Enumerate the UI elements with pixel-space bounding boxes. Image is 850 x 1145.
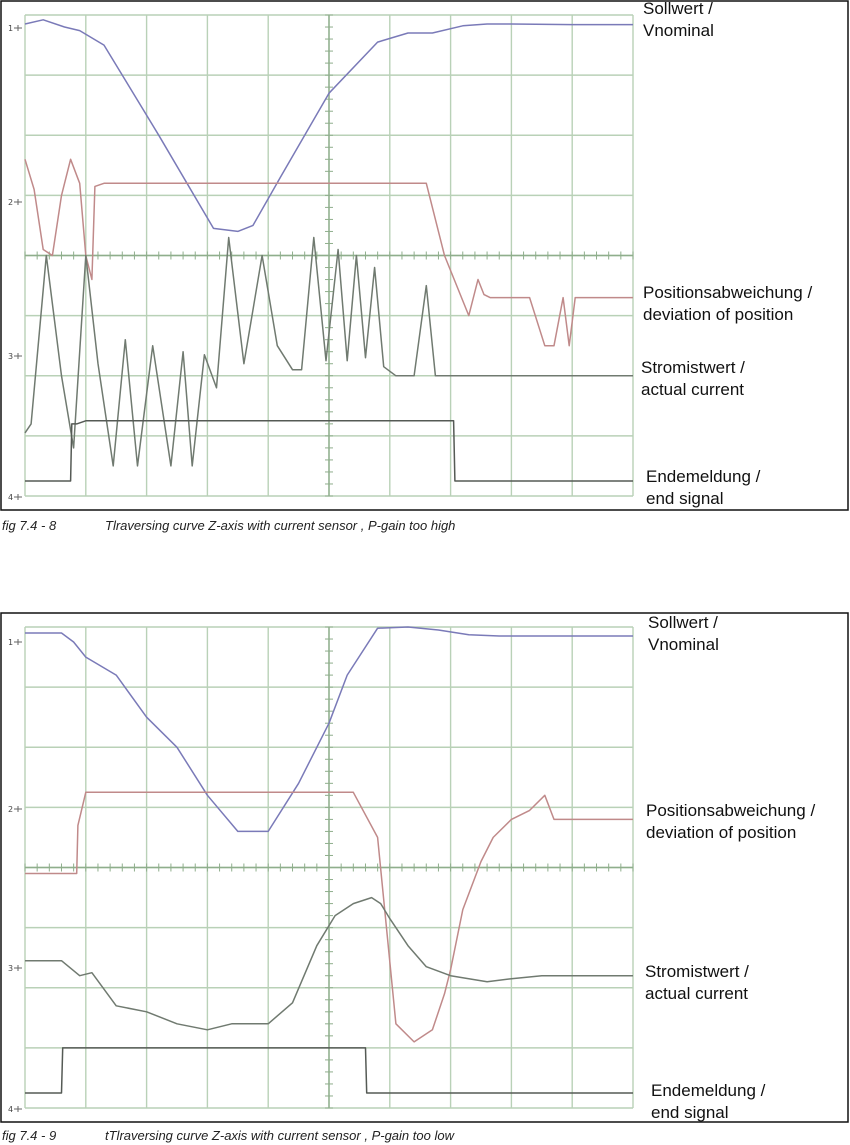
channel-marker-number: 2 — [8, 198, 14, 207]
figure-7-4-9 — [0, 612, 850, 1143]
label-deviation-line1: Positionsabweichung / — [643, 283, 813, 302]
channel-marker-number: 4 — [8, 1105, 14, 1114]
label-setpoint-line2: Vnominal — [648, 635, 719, 654]
channel-marker-number: 1 — [8, 638, 14, 647]
label-setpoint-line2: Vnominal — [643, 21, 714, 40]
channel-marker-number: 3 — [8, 352, 14, 361]
label-deviation-line2: deviation of position — [646, 823, 797, 842]
label-deviation-line2: deviation of position — [643, 305, 794, 324]
channel-marker-number: 3 — [8, 964, 14, 973]
label-deviation-line1: Positionsabweichung / — [646, 801, 816, 820]
label-setpoint-line1: Sollwert / — [648, 613, 718, 632]
label-end-signal-line1: Endemeldung / — [651, 1081, 766, 1100]
caption-number: fig 7.4 - 9 — [2, 1128, 57, 1143]
label-current-line1: Stromistwert / — [641, 358, 745, 377]
oscilloscope-plot — [0, 0, 850, 512]
label-current — [645, 961, 749, 1005]
label-end-signal — [651, 1080, 765, 1124]
oscilloscope-plot — [0, 612, 850, 1124]
caption-text: tTlraversing curve Z-axis with current sensor , P-gain too low — [105, 1128, 454, 1143]
channel-marker-number: 4 — [8, 493, 14, 502]
channel-marker-number: 1 — [8, 24, 14, 33]
label-deviation — [643, 282, 812, 326]
label-current-line2: actual current — [645, 984, 748, 1003]
label-current — [641, 357, 745, 401]
figure-caption — [2, 518, 455, 533]
label-end-signal — [646, 466, 760, 510]
label-end-signal-line2: end signal — [651, 1103, 729, 1122]
channel-marker-number: 2 — [8, 805, 14, 814]
label-setpoint — [648, 612, 719, 656]
label-deviation — [646, 800, 815, 844]
label-current-line2: actual current — [641, 380, 744, 399]
label-end-signal-line2: end signal — [646, 489, 724, 508]
label-setpoint — [643, 0, 714, 42]
figure-caption — [2, 1128, 454, 1143]
label-setpoint-line1: Sollwert / — [643, 0, 713, 18]
figure-7-4-8 — [0, 0, 850, 533]
label-current-line1: Stromistwert / — [645, 962, 749, 981]
label-end-signal-line1: Endemeldung / — [646, 467, 761, 486]
caption-text: Tlraversing curve Z-axis with current sensor , P-gain too high — [105, 518, 456, 533]
caption-number: fig 7.4 - 8 — [2, 518, 57, 533]
